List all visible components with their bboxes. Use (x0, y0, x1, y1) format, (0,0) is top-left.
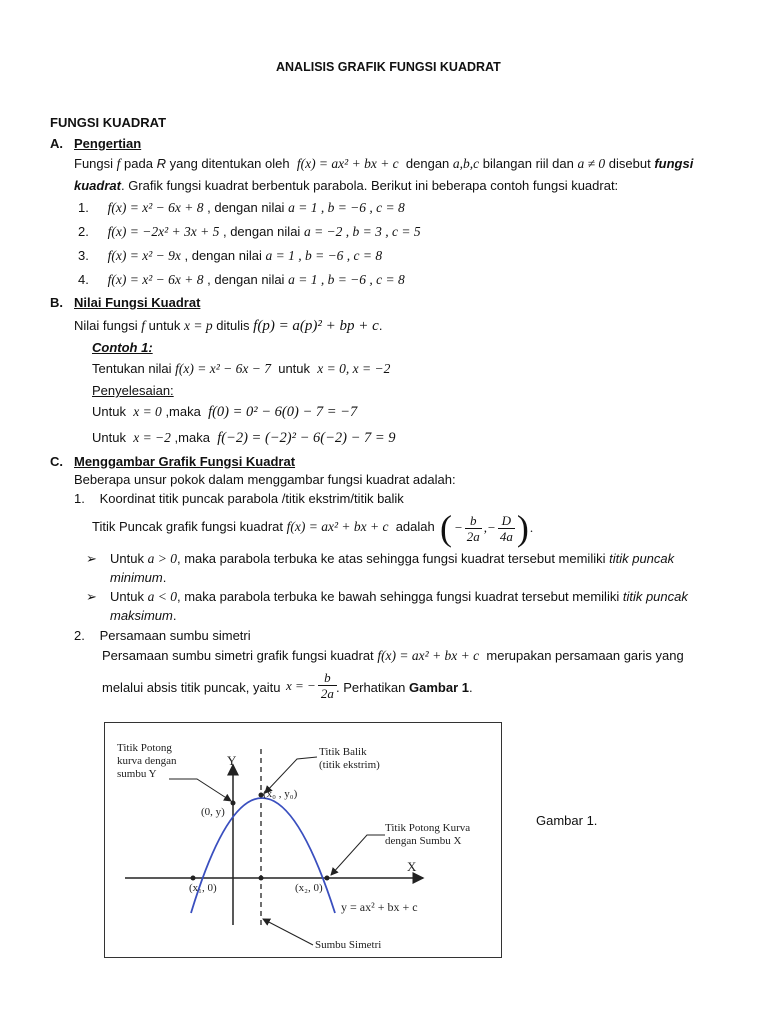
page-title: ANALISIS GRAFIK FUNGSI KUADRAT (276, 60, 501, 74)
sec-a-label: A. (50, 136, 63, 151)
label-x-axis: X (407, 859, 417, 874)
text: Persamaan sumbu simetri grafik fungsi kuadrat (102, 648, 374, 663)
label-potong-x: Titik Potong Kurva (385, 822, 471, 834)
label-vertex: (x₀ , y₀) (263, 788, 298, 800)
label-x1: (x₁, 0) (189, 882, 217, 894)
denominator: 2a (466, 528, 480, 544)
text: maksimum (110, 608, 173, 623)
math: a < 0 (147, 589, 177, 604)
sec-c-intro: Beberapa unsur pokok dalam menggambar fungsi kuadrat adalah: (74, 472, 456, 487)
example-num: 4. (78, 272, 89, 287)
text: Tentukan nilai (92, 361, 172, 376)
item-title: Koordinat titik puncak parabola /titik ekstrim/titik balik (99, 491, 404, 506)
numerator: D (501, 512, 511, 528)
arrow-bullet-icon: ➢ (86, 589, 97, 604)
text: disebut (608, 156, 651, 171)
text: Untuk (110, 551, 144, 566)
text: . (378, 318, 383, 333)
label-balik: Titik Balik (319, 746, 367, 758)
bullet1-line2 (110, 570, 166, 585)
period: . (529, 520, 534, 535)
text: ,maka (174, 430, 210, 445)
text: Titik Puncak grafik fungsi kuadrat (92, 519, 283, 534)
label-sumbu: Sumbu Simetri (315, 939, 382, 951)
sec-a-heading: Pengertian (74, 136, 142, 151)
point-x2 (325, 876, 330, 881)
math: f(x) = x² − 6x − 7 (175, 361, 271, 376)
text: bilangan riil dan (482, 156, 574, 171)
text: untuk (148, 318, 181, 333)
math: f(x) = ax² + bx + c (377, 648, 480, 663)
label-potong-y: sumbu Y (117, 768, 157, 780)
text: . (162, 570, 167, 585)
text: minimum (110, 570, 163, 585)
label-potong-y: kurva dengan (117, 755, 177, 767)
math: x = 0, x = −2 (317, 361, 391, 376)
example-values: a = −2 , b = 3 , c = 5 (303, 224, 421, 239)
text: fungsi (654, 156, 694, 171)
sumbu-line (102, 648, 684, 664)
math: x = −2 (133, 430, 171, 445)
text: Untuk (110, 589, 144, 604)
text: Untuk (92, 404, 126, 419)
example-item (78, 224, 421, 240)
text: . (172, 608, 177, 623)
example-text: , dengan nilai (207, 272, 285, 287)
figure-caption: Gambar 1. (536, 813, 598, 828)
text: dengan (405, 156, 450, 171)
label-potong-x: dengan Sumbu X (385, 835, 462, 847)
denominator: 2a (318, 685, 337, 701)
text: , maka parabola terbuka ke bawah sehingga fungsi kuadrat tersebut memiliki (176, 589, 620, 604)
item-num: 1. (74, 491, 85, 506)
math: R (156, 156, 166, 171)
text: untuk (278, 361, 311, 376)
example-text: , dengan nilai (222, 224, 301, 239)
math: f (141, 318, 145, 333)
text: kuadrat (74, 178, 121, 193)
text: yang ditentukan oleh (169, 156, 290, 171)
text: titik puncak (622, 589, 688, 604)
example-text: , dengan nilai (207, 200, 285, 215)
math: f (116, 156, 121, 171)
minus-sign: − (454, 520, 463, 535)
pointer-x2 (331, 835, 385, 875)
math: a > 0 (147, 551, 177, 566)
sec-b-line (74, 318, 382, 335)
example-formula: f(x) = x² − 6x + 8 (107, 200, 204, 215)
math: f(0) = 0² − 6(0) − 7 = −7 (208, 404, 358, 420)
example-num: 3. (78, 248, 89, 263)
absis-formula (286, 670, 337, 701)
parabola-diagram (105, 723, 501, 957)
pointer-symmetry (263, 919, 313, 945)
item2 (74, 628, 251, 643)
example-formula: f(x) = x² − 9x (107, 248, 181, 263)
example-num: 2. (78, 224, 89, 239)
example-formula: f(x) = −2x² + 3x + 5 (107, 224, 220, 239)
text: titik puncak (609, 551, 675, 566)
sec-c-heading: Menggambar Grafik Fungsi Kuadrat (74, 454, 296, 469)
text: . Grafik fungsi kuadrat berbentuk parabola. Berikut ini beberapa contoh fungsi kuadrat: (120, 178, 619, 193)
text: ,maka (165, 404, 201, 419)
sec-b-heading: Nilai Fungsi Kuadrat (74, 295, 201, 310)
numerator: b (324, 670, 331, 685)
fraction (318, 670, 337, 701)
text: Nilai fungsi (74, 318, 138, 333)
numerator: b (470, 512, 477, 528)
penyelesaian-label: Penyelesaian: (92, 383, 174, 398)
text: Fungsi (74, 156, 114, 171)
point-x1 (191, 876, 196, 881)
math: x = p (184, 318, 213, 333)
example-text: , dengan nilai (184, 248, 262, 263)
label-equation: y = ax² + bx + c (341, 900, 418, 914)
fraction (465, 513, 482, 544)
example-item (78, 272, 405, 288)
absis-line-text (102, 680, 280, 695)
denominator: 4a (499, 528, 513, 544)
text: melalui absis titik puncak, yaitu (102, 680, 281, 695)
math: a ≠ 0 (577, 156, 606, 171)
example-values: a = 1 , b = −6 , c = 8 (265, 248, 383, 263)
math: f(−2) = (−2)² − 6(−2) − 7 = 9 (217, 430, 396, 446)
comma: ,− (483, 520, 496, 535)
example-num: 1. (78, 200, 89, 215)
sec-a-line1 (74, 156, 693, 172)
example-item (78, 248, 382, 264)
example-values: a = 1 , b = −6 , c = 8 (288, 272, 405, 287)
fraction (498, 513, 515, 544)
label-y-axis: Y (227, 753, 237, 768)
example-item (78, 200, 405, 216)
example-values: a = 1 , b = −6 , c = 8 (288, 200, 405, 215)
text: ditulis (216, 318, 250, 333)
paren-right: ) (516, 508, 529, 548)
item-title: Persamaan sumbu simetri (99, 628, 251, 643)
bullet2-line2 (110, 608, 176, 623)
contoh-label: Contoh 1: (92, 340, 153, 355)
pointer-y-intercept (169, 779, 231, 801)
text: adalah (395, 519, 435, 534)
figure-1 (104, 722, 502, 958)
label-x2: (x₂, 0) (295, 882, 323, 894)
text: merupakan persamaan garis yang (486, 648, 684, 663)
math: a,b,c (452, 156, 480, 171)
text: Untuk (92, 430, 126, 445)
text: , maka parabola terbuka ke atas sehingga fungsi kuadrat tersebut memiliki (176, 551, 606, 566)
step2-line (92, 430, 396, 447)
sec-a-line2 (74, 178, 618, 193)
text: . Perhatikan (336, 680, 406, 695)
example-formula: f(x) = x² − 6x + 8 (107, 272, 204, 287)
math: f(x) = ax² + bx + c (296, 156, 399, 171)
bullet2-line (110, 589, 688, 605)
vertex-formula (440, 510, 533, 546)
math: x = 0 (133, 404, 162, 419)
sec-b-label: B. (50, 295, 63, 310)
tentukan-line (92, 361, 390, 377)
point-axis-foot (259, 876, 264, 881)
math: f(p) = a(p)² + bp + c (253, 318, 379, 334)
puncak-line (92, 519, 435, 535)
step1-line (92, 404, 357, 421)
text: pada (124, 156, 153, 171)
arrow-bullet-icon: ➢ (86, 551, 97, 566)
item1 (74, 491, 404, 506)
label-balik: (titik ekstrim) (319, 759, 380, 771)
label-0y: (0, y) (201, 806, 225, 818)
item-num: 2. (74, 628, 85, 643)
math: f(x) = ax² + bx + c (286, 519, 389, 534)
text: Gambar 1 (409, 680, 469, 695)
bullet1-line (110, 551, 674, 567)
paren-left: ( (440, 508, 452, 548)
point-y-intercept (231, 801, 236, 806)
text: . (468, 680, 473, 695)
sec-c-label: C. (50, 454, 63, 469)
math: x = − (286, 677, 316, 693)
absis-post (336, 680, 473, 695)
label-potong-y: Titik Potong (117, 742, 172, 754)
section-title: FUNGSI KUADRAT (50, 115, 167, 130)
